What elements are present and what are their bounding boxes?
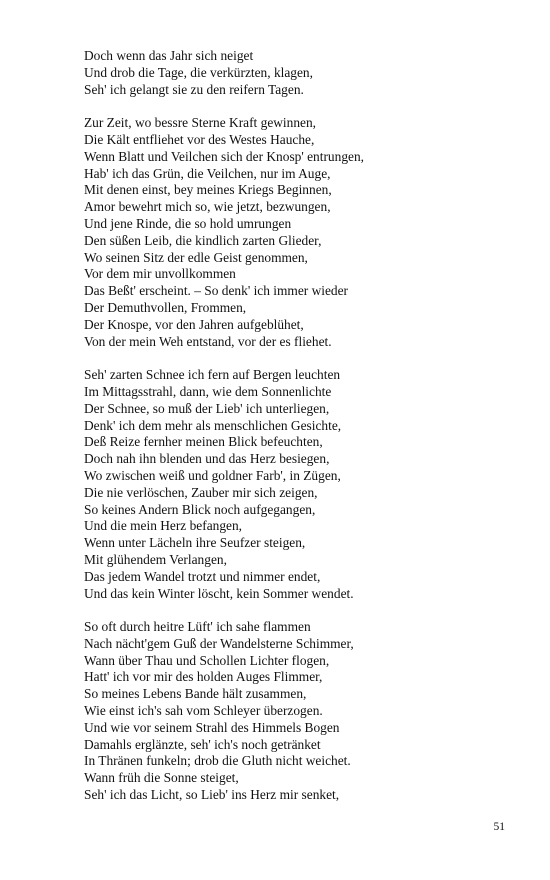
poem-line: Wenn Blatt und Veilchen sich der Knosp' entrungen, [84, 148, 364, 164]
poem-line: Vor dem mir unvollkommen [84, 266, 236, 282]
poem-line: Wann über Thau und Schollen Lichter flogen, [84, 652, 330, 668]
poem-line: So keines Andern Blick noch aufgegangen, [84, 501, 316, 517]
poem-line: Seh' zarten Schnee ich fern auf Bergen leuchten [84, 367, 341, 383]
poem-line: Denk' ich dem mehr als menschlichen Gesichte, [84, 417, 342, 433]
stanza-1 [84, 48, 524, 98]
poem-line: Das jedem Wandel trotzt und nimmer endet, [84, 568, 321, 584]
poem-line: Der Demuthvollen, Frommen, [84, 299, 247, 315]
poem-line: Von der mein Weh entstand, vor der es fliehet. [84, 333, 332, 349]
poem-line: Seh' ich gelangt sie zu den reifern Tagen. [84, 81, 304, 97]
stanza-2 [84, 115, 524, 350]
poem-line: Seh' ich das Licht, so Lieb' ins Herz mir senket, [84, 787, 340, 803]
poem-line: Zur Zeit, wo bessre Sterne Kraft gewinnen, [84, 115, 317, 131]
poem-line: Wo zwischen weiß und goldner Farb', in Zügen, [84, 467, 341, 483]
poem-line: Wo seinen Sitz der edle Geist genommen, [84, 249, 308, 265]
poem-line: Amor bewehrt mich so, wie jetzt, bezwungen, [84, 199, 331, 215]
poem-line: Damahls erglänzte, seh' ich's noch getränket [84, 736, 321, 752]
poem-line: Doch nah ihn blenden und das Herz besiegen, [84, 451, 330, 467]
poem-line: Und das kein Winter löscht, kein Sommer wendet. [84, 585, 354, 601]
poem-line: Und jene Rinde, die so hold umrungen [84, 215, 292, 231]
poem-line: Doch wenn das Jahr sich neiget [84, 48, 254, 63]
poem-line: Und drob die Tage, die verkürzten, klagen, [84, 64, 313, 80]
poem-line: Hab' ich das Grün, die Veilchen, nur im Auge, [84, 165, 331, 181]
poem-line: Hatt' ich vor mir des holden Auges Flimmer, [84, 669, 323, 685]
poem-line: Die nie verlöschen, Zauber mir sich zeigen, [84, 484, 318, 500]
stanza-4 [84, 619, 524, 804]
poem-line: Mit denen einst, bey meines Kriegs Beginnen, [84, 182, 332, 198]
poem-line: Der Schnee, so muß der Lieb' ich unterliegen, [84, 400, 330, 416]
poem-line: Deß Reize fernher meinen Blick befeuchten, [84, 434, 323, 450]
poem-line: Im Mittagsstrahl, dann, wie dem Sonnenlichte [84, 383, 332, 399]
poem-line: Wann früh die Sonne steiget, [84, 770, 239, 786]
poem-line: So oft durch heitre Lüft' ich sahe flammen [84, 619, 311, 635]
poem-line: Nach nächt'gem Guß der Wandelsterne Schimmer, [84, 635, 354, 651]
poem-line: Und wie vor seinem Strahl des Himmels Bogen [84, 719, 340, 735]
poem-line: Mit glühendem Verlangen, [84, 551, 227, 567]
poem-line: So meines Lebens Bande hält zusammen, [84, 686, 307, 702]
poem-line: Und die mein Herz befangen, [84, 518, 243, 534]
poem-text [84, 48, 524, 821]
poem-line: Wie einst ich's sah vom Schleyer überzogen. [84, 703, 323, 719]
poem-line: Die Kält entfliehet vor des Westes Hauche, [84, 131, 315, 147]
page-number: 51 [493, 821, 505, 833]
poem-line: Den süßen Leib, die kindlich zarten Glieder, [84, 232, 322, 248]
poem-line: Wenn unter Lächeln ihre Seufzer steigen, [84, 535, 306, 551]
stanza-3 [84, 367, 524, 602]
poem-line: Der Knospe, vor den Jahren aufgeblühet, [84, 316, 304, 332]
poem-line: Das Beßt' erscheint. – So denk' ich immer wieder [84, 283, 349, 299]
poem-line: In Thränen funkeln; drob die Gluth nicht weichet. [84, 753, 351, 769]
